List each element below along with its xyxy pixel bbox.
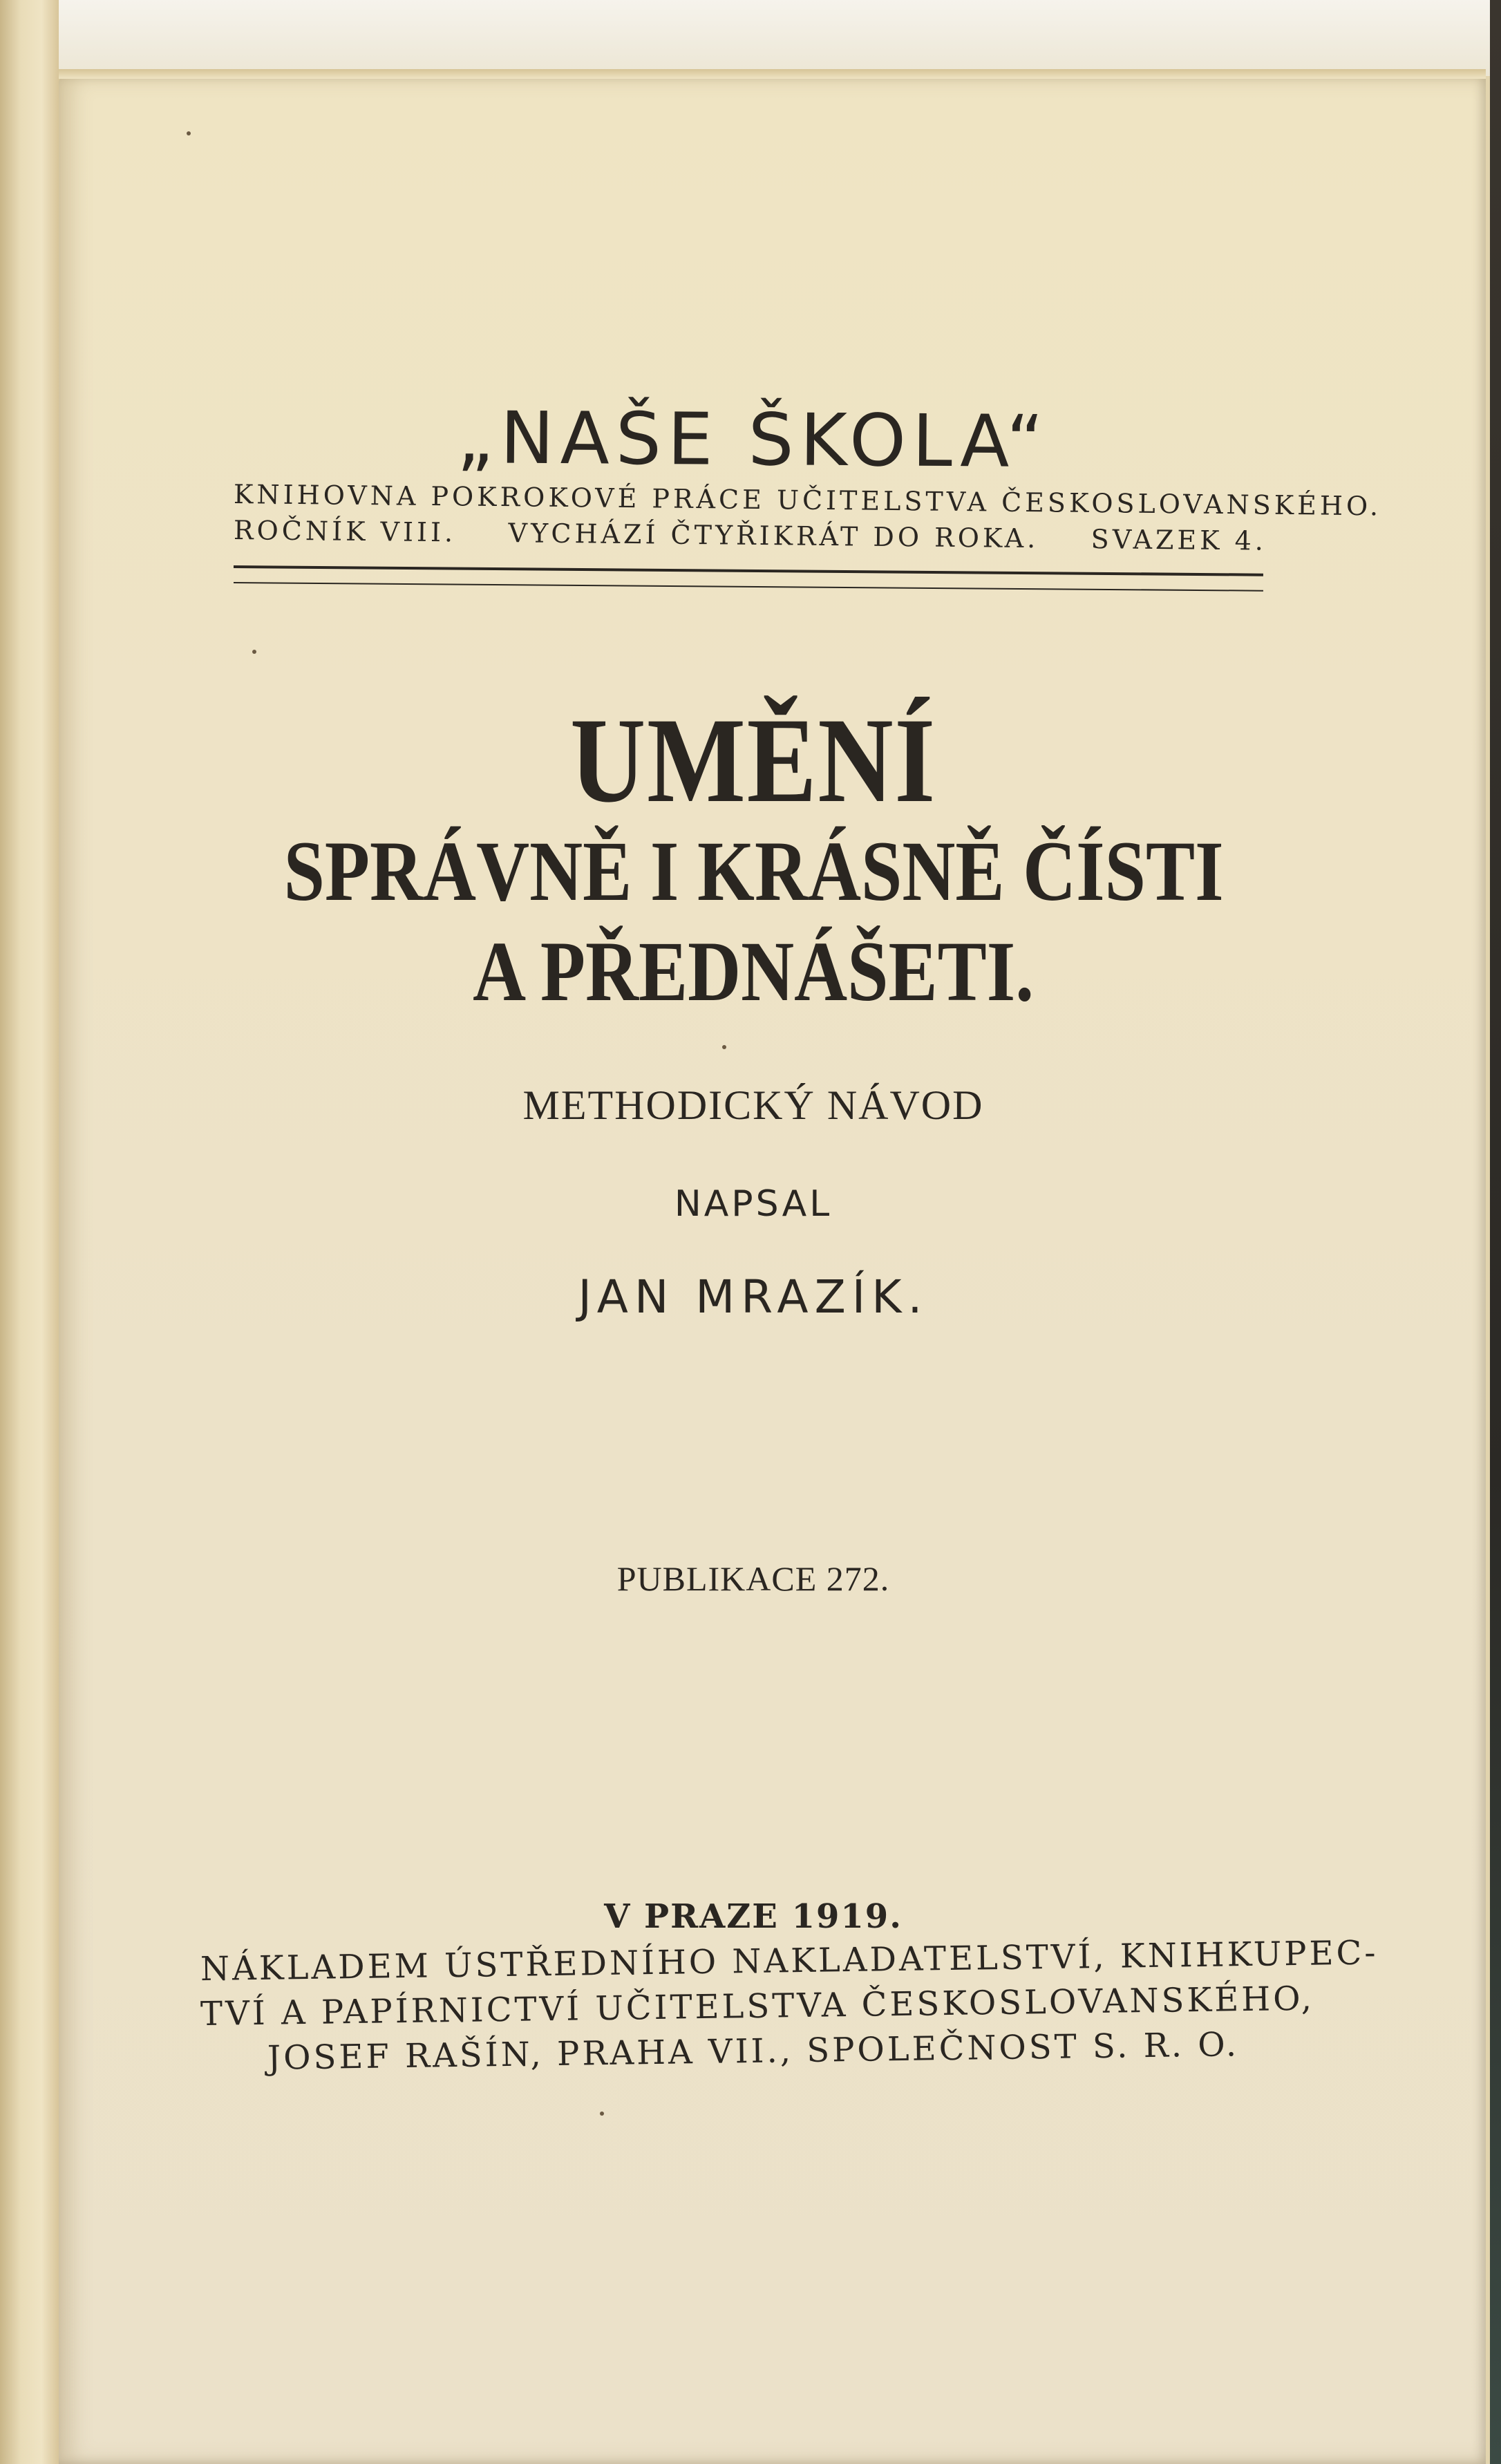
book-title-line-2: SPRÁVNĚ I KRÁSNĚ ČÍSTI [283, 824, 1224, 919]
imprint-publisher-line-1: NÁKLADEM ÚSTŘEDNÍHO NAKLADATELSTVÍ, KNIHKUPEC- [200, 1933, 1379, 1989]
series-info-line [234, 515, 1267, 556]
author-name: JAN MRAZÍK. [578, 1270, 929, 1324]
imprint-publisher-line-2: TVÍ A PAPÍRNICTVÍ UČITELSTVA ČESKOSLOVANSKÉHO, [200, 1979, 1315, 2034]
paper-speck [600, 2112, 604, 2116]
series-subtitle [233, 479, 1382, 522]
imprint-publisher-line-3: JOSEF RAŠÍN, PRAHA VII., SPOLEČNOST S. R. O. [267, 2025, 1240, 2078]
imprint-place-year: V PRAZE 1919. [604, 1897, 903, 1936]
header-rule-thin [234, 582, 1263, 592]
header-rule-thick [234, 565, 1263, 576]
series-frequency: VYCHÁZÍ ČTYŘIKRÁT DO ROKA. [508, 518, 1039, 554]
book-title-main: UMĚNÍ [570, 693, 936, 828]
series-title: „NAŠE ŠKOLA“ [456, 395, 1050, 484]
byline-label: NAPSAL [674, 1183, 833, 1225]
book-title-line-3: A PŘEDNÁŠETI. [473, 924, 1034, 1019]
series-description: KNIHOVNA POKROKOVÉ PRÁCE UČITELSTVA ČESKOSLOVANSKÉHO. [233, 479, 1382, 522]
book-subtitle: METHODICKÝ NÁVOD [522, 1082, 984, 1128]
paper-speck [722, 1045, 726, 1049]
series-volume-year: ROČNÍK VIII. [233, 515, 457, 548]
paper-speck [187, 131, 191, 135]
series-issue: SVAZEK 4. [1091, 523, 1267, 556]
publication-number: PUBLIKACE 272. [616, 1559, 890, 1598]
paper-speck [252, 650, 256, 654]
